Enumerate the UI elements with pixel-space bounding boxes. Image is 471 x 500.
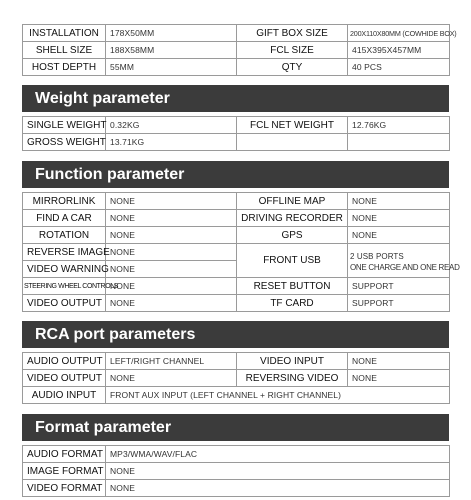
spec-value [348, 134, 450, 151]
spec-label: TF CARD [237, 295, 348, 312]
section-title-format: Format parameter [22, 414, 449, 441]
table-row [23, 446, 450, 463]
table-row [23, 117, 450, 134]
spec-value: NONE [106, 227, 237, 244]
table-row [23, 227, 450, 244]
spec-value [348, 244, 460, 278]
spec-value: MP3/WMA/WAV/FLAC [106, 446, 450, 463]
spec-label: AUDIO INPUT [23, 387, 106, 404]
spec-value: NONE [106, 244, 237, 261]
spec-value: SUPPORT [348, 278, 450, 295]
spec-label: QTY [237, 59, 348, 76]
spec-label: STEERING WHEEL CONTROLS [23, 278, 106, 295]
spec-label: GROSS WEIGHT [23, 134, 106, 151]
spec-value: NONE [348, 210, 450, 227]
spec-value: 12.76KG [348, 117, 450, 134]
section-title-weight: Weight parameter [22, 85, 449, 112]
function-table [22, 192, 460, 312]
spec-label: VIDEO FORMAT [23, 480, 106, 497]
spec-value: NONE [348, 227, 450, 244]
weight-table [22, 116, 450, 151]
spec-value: NONE [348, 353, 450, 370]
spec-value: 200X110X80MM (COWHIDE BOX) [348, 25, 450, 42]
section-title-function: Function parameter [22, 161, 449, 188]
table-row [23, 480, 450, 497]
spec-value: 178X50MM [106, 25, 237, 42]
table-row [23, 278, 450, 295]
spec-value: SUPPORT [348, 295, 450, 312]
basic-spec-table [22, 24, 457, 76]
table-row [23, 295, 450, 312]
spec-label: HOST DEPTH [23, 59, 106, 76]
spec-label: MIRRORLINK [23, 193, 106, 210]
table-row [23, 463, 450, 480]
spec-label: OFFLINE MAP [237, 193, 348, 210]
spec-label: FIND A CAR [23, 210, 106, 227]
spec-value: NONE [106, 370, 237, 387]
front-usb-line-1: 2 USB PORTS [350, 251, 404, 261]
table-row [23, 353, 450, 370]
table-row [23, 134, 450, 151]
spec-label: REVERSING VIDEO [237, 370, 348, 387]
spec-label: INSTALLATION [23, 25, 106, 42]
front-usb-line-2: ONE CHARGE AND ONE READ [350, 262, 460, 272]
format-table [22, 445, 450, 497]
table-row [23, 210, 450, 227]
spec-value: LEFT/RIGHT CHANNEL [106, 353, 237, 370]
spec-label: VIDEO WARNING [23, 261, 106, 278]
spec-label: DRIVING RECORDER [237, 210, 348, 227]
spec-value: 13.71KG [106, 134, 237, 151]
spec-value: NONE [106, 463, 450, 480]
spec-label: FRONT USB [237, 244, 348, 278]
spec-value: 55MM [106, 59, 237, 76]
spec-value: 40 PCS [348, 59, 450, 76]
spec-sheet [22, 0, 460, 497]
table-row [23, 25, 450, 42]
spec-value: NONE [106, 193, 237, 210]
spec-label: IMAGE FORMAT [23, 463, 106, 480]
table-row [23, 59, 450, 76]
spec-label: GPS [237, 227, 348, 244]
table-row [23, 244, 450, 261]
table-row [23, 193, 450, 210]
spec-value: NONE [348, 370, 450, 387]
spec-label: VIDEO OUTPUT [23, 295, 106, 312]
spec-label: GIFT BOX SIZE [237, 25, 348, 42]
spec-label: REVERSE IMAGE [23, 244, 106, 261]
spec-label: VIDEO INPUT [237, 353, 348, 370]
spec-label: RESET BUTTON [237, 278, 348, 295]
section-title-rca: RCA port parameters [22, 321, 449, 348]
spec-value: NONE [106, 480, 450, 497]
spec-value: NONE [106, 295, 237, 312]
spec-label: SHELL SIZE [23, 42, 106, 59]
spec-value: 188X58MM [106, 42, 237, 59]
spec-value: NONE [106, 278, 237, 295]
spec-label: SINGLE WEIGHT [23, 117, 106, 134]
spec-label: AUDIO OUTPUT [23, 353, 106, 370]
spec-label: FCL SIZE [237, 42, 348, 59]
table-row [23, 370, 450, 387]
spec-value: 0.32KG [106, 117, 237, 134]
spec-value: 415X395X457MM [348, 42, 450, 59]
spec-value: NONE [106, 210, 237, 227]
spec-label: AUDIO FORMAT [23, 446, 106, 463]
spec-value: NONE [106, 261, 237, 278]
table-row [23, 387, 450, 404]
spec-label: VIDEO OUTPUT [23, 370, 106, 387]
table-row [23, 42, 450, 59]
spec-label: ROTATION [23, 227, 106, 244]
spec-value: FRONT AUX INPUT (LEFT CHANNEL + RIGHT CHANNEL) [106, 387, 450, 404]
spec-value: NONE [348, 193, 450, 210]
rca-table [22, 352, 450, 404]
spec-label [237, 134, 348, 151]
spec-label: FCL NET WEIGHT [237, 117, 348, 134]
